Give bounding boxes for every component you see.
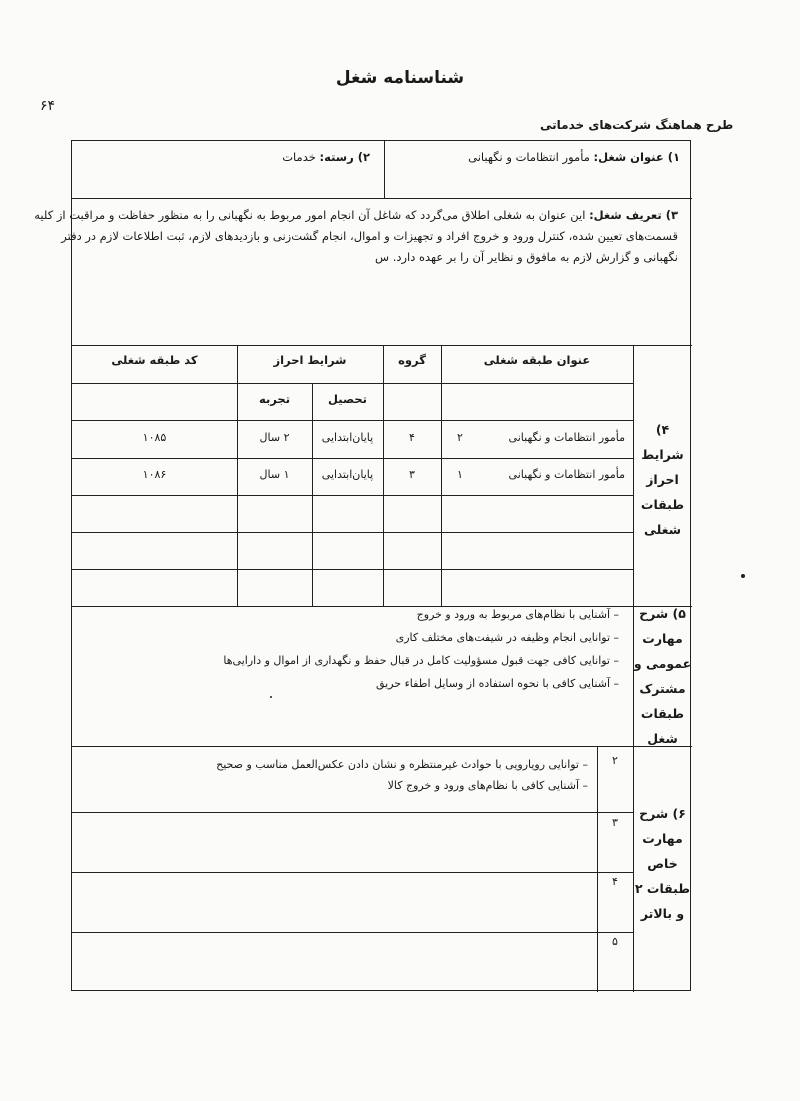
page-number: ۶۴ <box>40 98 56 114</box>
general-skill-item: – توانایی انجام وظیفه در شیفت‌های مختلف کاری <box>395 631 619 644</box>
level-5-number: ۵ <box>612 935 618 948</box>
general-skill-item: – توانایی کافی جهت قبول مسؤولیت کامل در قبال حفظ و نگهداری از اموال و دارایی‌ها <box>223 654 619 667</box>
row2-class-title: مأمور انتظامات و نگهبانی <box>508 468 625 481</box>
job-title-label: ۱) عنوان شغل: <box>593 150 680 164</box>
job-definition-line-3: نگهبانی و گزارش لازم به مافوق و نظایر آن را بر عهده دارد. س <box>375 250 678 264</box>
section5-label: ۵) شرح مهارت عمومی و مشترک طبقات شغل <box>633 606 692 746</box>
job-title-value: مأمور انتظامات و نگهبانی <box>468 150 590 164</box>
header-class-title: عنوان طبقه شغلی <box>483 353 591 367</box>
row2-experience: ۱ سال <box>259 468 290 481</box>
job-definition-line-2: قسمت‌های تعیین شده، کنترل ورود و خروج افراد و تجهیزات و اموال، انجام گشت‌زنی و بازدیدهای لازم، ثبت اطلاعات لازم در دفتر <box>61 229 678 243</box>
speck <box>270 696 272 698</box>
level-3-number: ۳ <box>612 816 618 829</box>
row1-code: ۱۰۸۵ <box>142 431 167 444</box>
header-class-code: کد طبقه شغلی <box>111 353 198 367</box>
job-category-field <box>282 147 370 167</box>
document-subtitle: طرح هماهنگ شرکت‌های خدماتی <box>540 118 734 132</box>
row2-level: ۱ <box>457 468 463 481</box>
job-title-field <box>468 147 680 167</box>
row1-experience: ۲ سال <box>259 431 290 444</box>
row2-education: پایان‌ابتدایی <box>321 468 374 481</box>
specific-skill-item: – توانایی رویارویی با حوادث غیرمنتظره و نشان دادن عکس‌العمل مناسب و صحیح <box>216 758 588 771</box>
header-group: گروه <box>398 353 426 367</box>
job-category-value: خدمات <box>282 150 316 164</box>
job-category-label: ۲) رسته: <box>319 150 370 164</box>
row2-group: ۳ <box>409 468 415 481</box>
margin-dot <box>741 574 745 578</box>
specific-skill-item: – آشنایی کافی با نظام‌های ورود و خروج کالا <box>387 779 588 792</box>
header-requirements: شرایط احراز <box>273 353 347 367</box>
section6-label: ۶) شرح مهارت خاص طبقات ۲ و بالاتر <box>634 806 691 921</box>
row1-education: پایان‌ابتدایی <box>321 431 374 444</box>
header-experience: تجربه <box>258 392 291 406</box>
job-form-frame <box>34 140 692 991</box>
job-definition-line-1: ۳) تعریف شغل: این عنوان به شغلی اطلاق می‌گردد که شاغل آن انجام امور مربوط به نگهبانی را به منظور حفاظت و مراقبت از کلیه <box>34 208 678 222</box>
row1-level: ۲ <box>457 431 463 444</box>
row1-class-title: مأمور انتظامات و نگهبانی <box>508 431 625 444</box>
row2-code: ۱۰۸۶ <box>142 468 167 481</box>
job-definition-label: ۳) تعریف شغل: <box>589 208 678 222</box>
section4-label: ۴) شرایط احراز طبقات شغلی <box>640 422 685 537</box>
general-skill-item: – آشنایی با نظام‌های مربوط به ورود و خروج <box>416 608 619 621</box>
general-skill-item: – آشنایی کافی با نحوه استفاده از وسایل اطفاء حریق <box>376 677 619 690</box>
level-2-number: ۲ <box>612 754 618 767</box>
page-title: شناسنامه شغل <box>335 68 465 88</box>
level-4-number: ۴ <box>612 875 618 888</box>
row1-group: ۴ <box>409 431 415 444</box>
header-education: تحصیل <box>328 392 367 406</box>
